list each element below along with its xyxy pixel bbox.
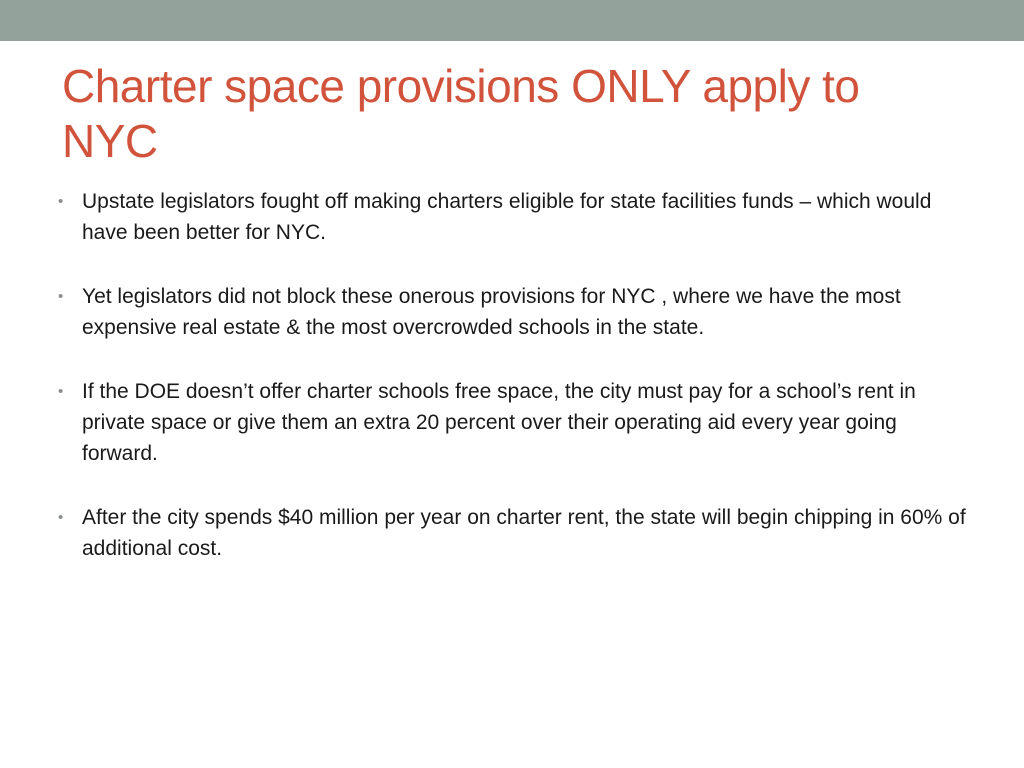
top-decorative-band [0,0,1024,41]
bullet-list [56,186,966,597]
bullet-text: After the city spends $40 million per year on charter rent, the state will begin chipping in 60% of additional cost. [82,506,966,560]
bullet-item [56,186,966,248]
slide-title: Charter space provisions ONLY apply to NYC [62,60,860,167]
bullet-dot-icon: • [58,193,64,210]
bullet-item [56,376,966,469]
bullet-dot-icon: • [58,288,64,305]
bullet-text: Upstate legislators fought off making charters eligible for state facilities funds – which would have been better for NYC. [82,190,932,244]
bullet-text: Yet legislators did not block these onerous provisions for NYC , where we have the most expensive real estate & the most overcrowded schools in the state. [82,285,901,339]
bullet-item [56,281,966,343]
bullet-text: If the DOE doesn’t offer charter schools free space, the city must pay for a school’s rent in private space or give them an extra 20 percent over their operating aid every year going forward. [82,380,916,465]
bullet-dot-icon: • [58,383,64,400]
bullet-dot-icon: • [58,509,64,526]
bullet-item [56,502,966,564]
